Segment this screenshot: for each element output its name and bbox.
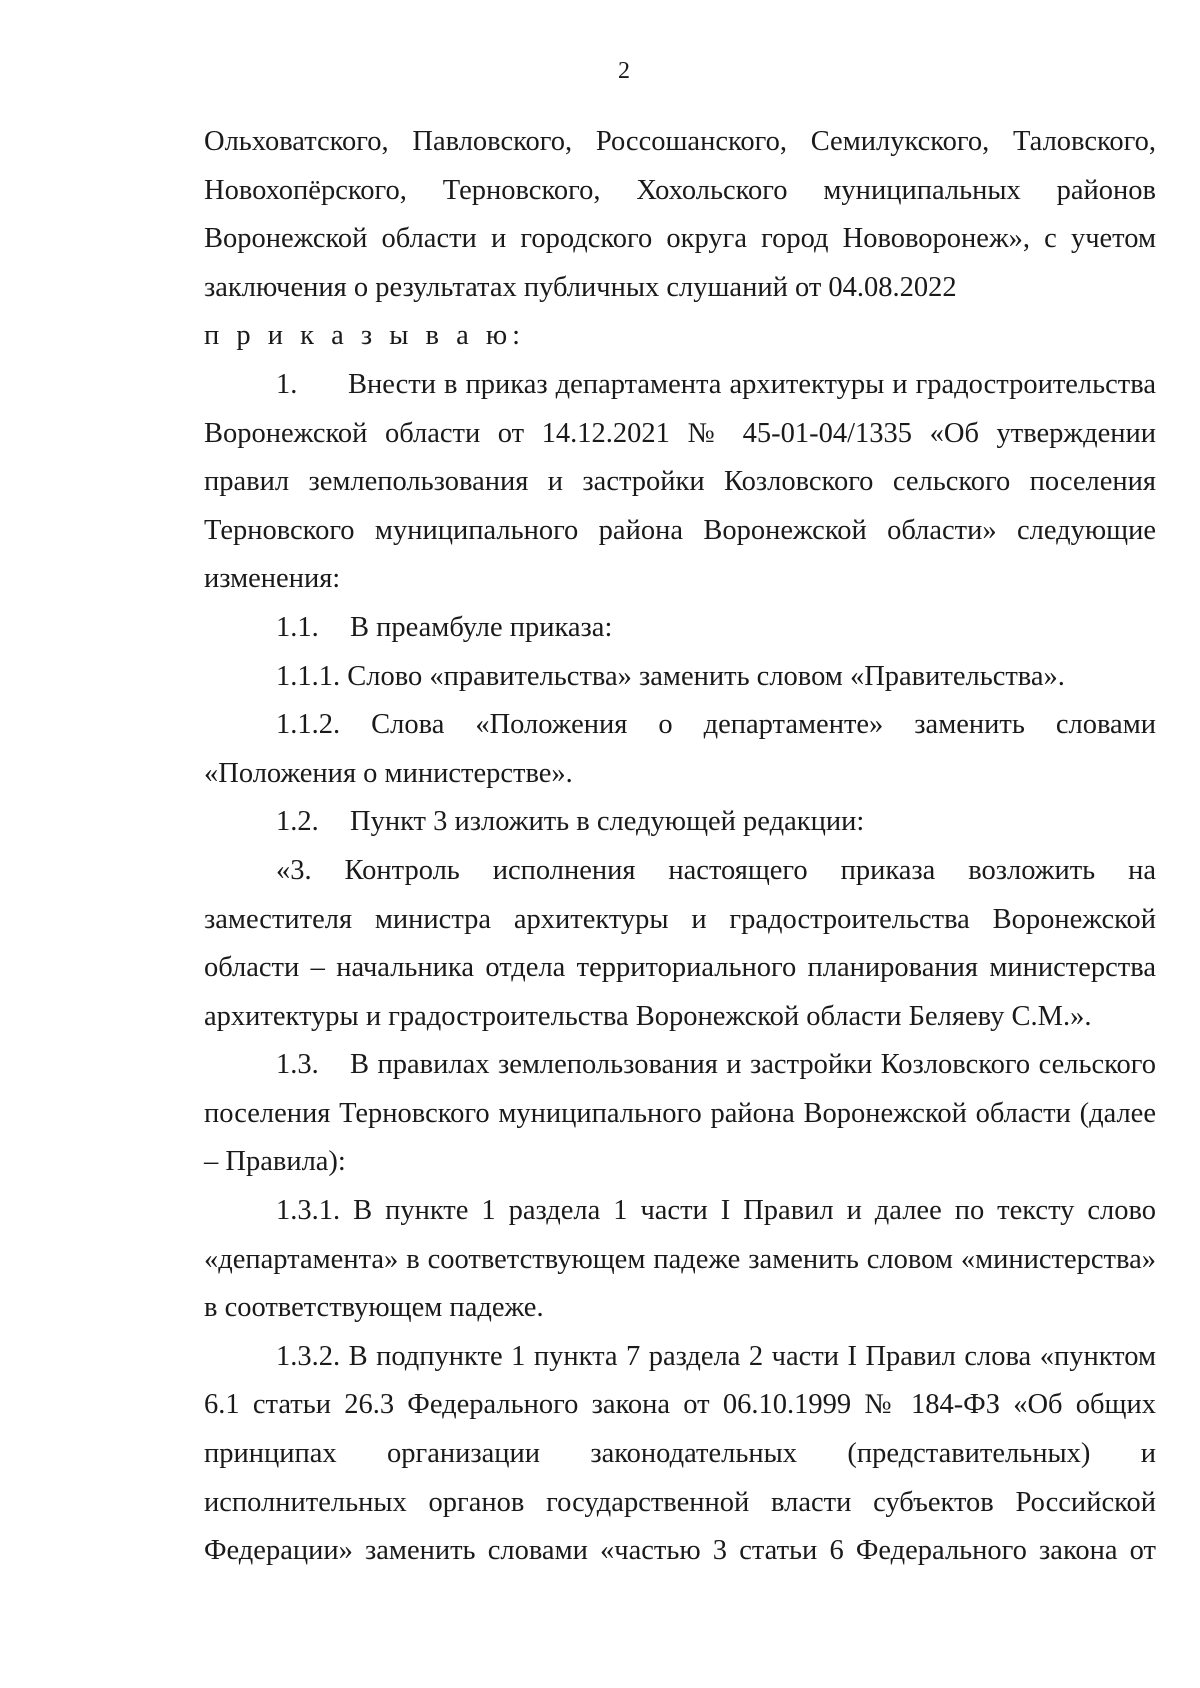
- item-number: 1.3.: [276, 1049, 319, 1081]
- paragraph-item-1-3-1: 1.3.1. В пункте 1 раздела 1 части I Правил и далее по тексту слово «департамента» в соответствующем падеже заменить словом «министерства» в соответствующем падеже.: [204, 1195, 1156, 1324]
- paragraph-item-1: [204, 361, 1156, 604]
- page-number: 2: [618, 58, 630, 84]
- paragraph-quoted-item-3: «3. Контроль исполнения настоящего приказа возложить на заместителя министра архитектуры и градостроительства Воронежской области – начальника отдела территориального планирования министерства архитектуры и градостроительства Воронежской области Беляеву С.М.».: [204, 854, 1156, 1032]
- paragraph-item-1-1: [204, 604, 1156, 653]
- paragraph-preamble-end: Ольховатского, Павловского, Россошанского, Семилукского, Таловского, Новохопёрского, Терновского, Хохольского муниципальных районов Воронежской области и городского округа город Нововоронеж», с учетом заключения о результатах публичных слушаний от 04.08.2022: [204, 126, 1156, 303]
- document-body: [204, 118, 1156, 1576]
- paragraph-item-1-3-2: 1.3.2. В подпункте 1 пункта 7 раздела 2 части I Правил слова «пунктом 6.1 статьи 26.3 Федерального закона от 06.10.1999 № 184-ФЗ «Об общих принципах организации законодательных (представительных) и исполнительных органов государственной власти субъектов Российской Федерации» заменить словами «частью 3 статьи 6 Федерального закона от: [204, 1340, 1156, 1567]
- item-number: 1.2.: [276, 806, 319, 838]
- paragraph-item-1-1-1: 1.1.1. Слово «правительства» заменить словом «Правительства».: [276, 660, 1065, 692]
- item-number: 1.: [276, 368, 298, 400]
- paragraph-item-1-2: [204, 798, 1156, 847]
- item-number: 1.1.: [276, 611, 319, 643]
- item-text: В преамбуле приказа:: [350, 611, 613, 643]
- item-text: Внести в приказ департамента архитектуры и градостроительства Воронежской области от 14.12.2021 № 45-01-04/1335 «Об утверждении правил землепользования и застройки Козловского сельского поселения Терновского муниципального района Воронежской области» следующие изменения:: [204, 368, 1156, 595]
- item-text: Пункт 3 изложить в следующей редакции:: [350, 806, 865, 838]
- paragraph-order-word: п р и к а з ы в а ю:: [204, 320, 526, 352]
- paragraph-item-1-3: [204, 1041, 1156, 1187]
- paragraph-item-1-1-2: 1.1.2. Слова «Положения о департаменте» заменить словами «Положения о министерстве».: [204, 709, 1156, 789]
- item-text: В правилах землепользования и застройки Козловского сельского поселения Терновского муниципального района Воронежской области (далее – Правила):: [204, 1049, 1156, 1178]
